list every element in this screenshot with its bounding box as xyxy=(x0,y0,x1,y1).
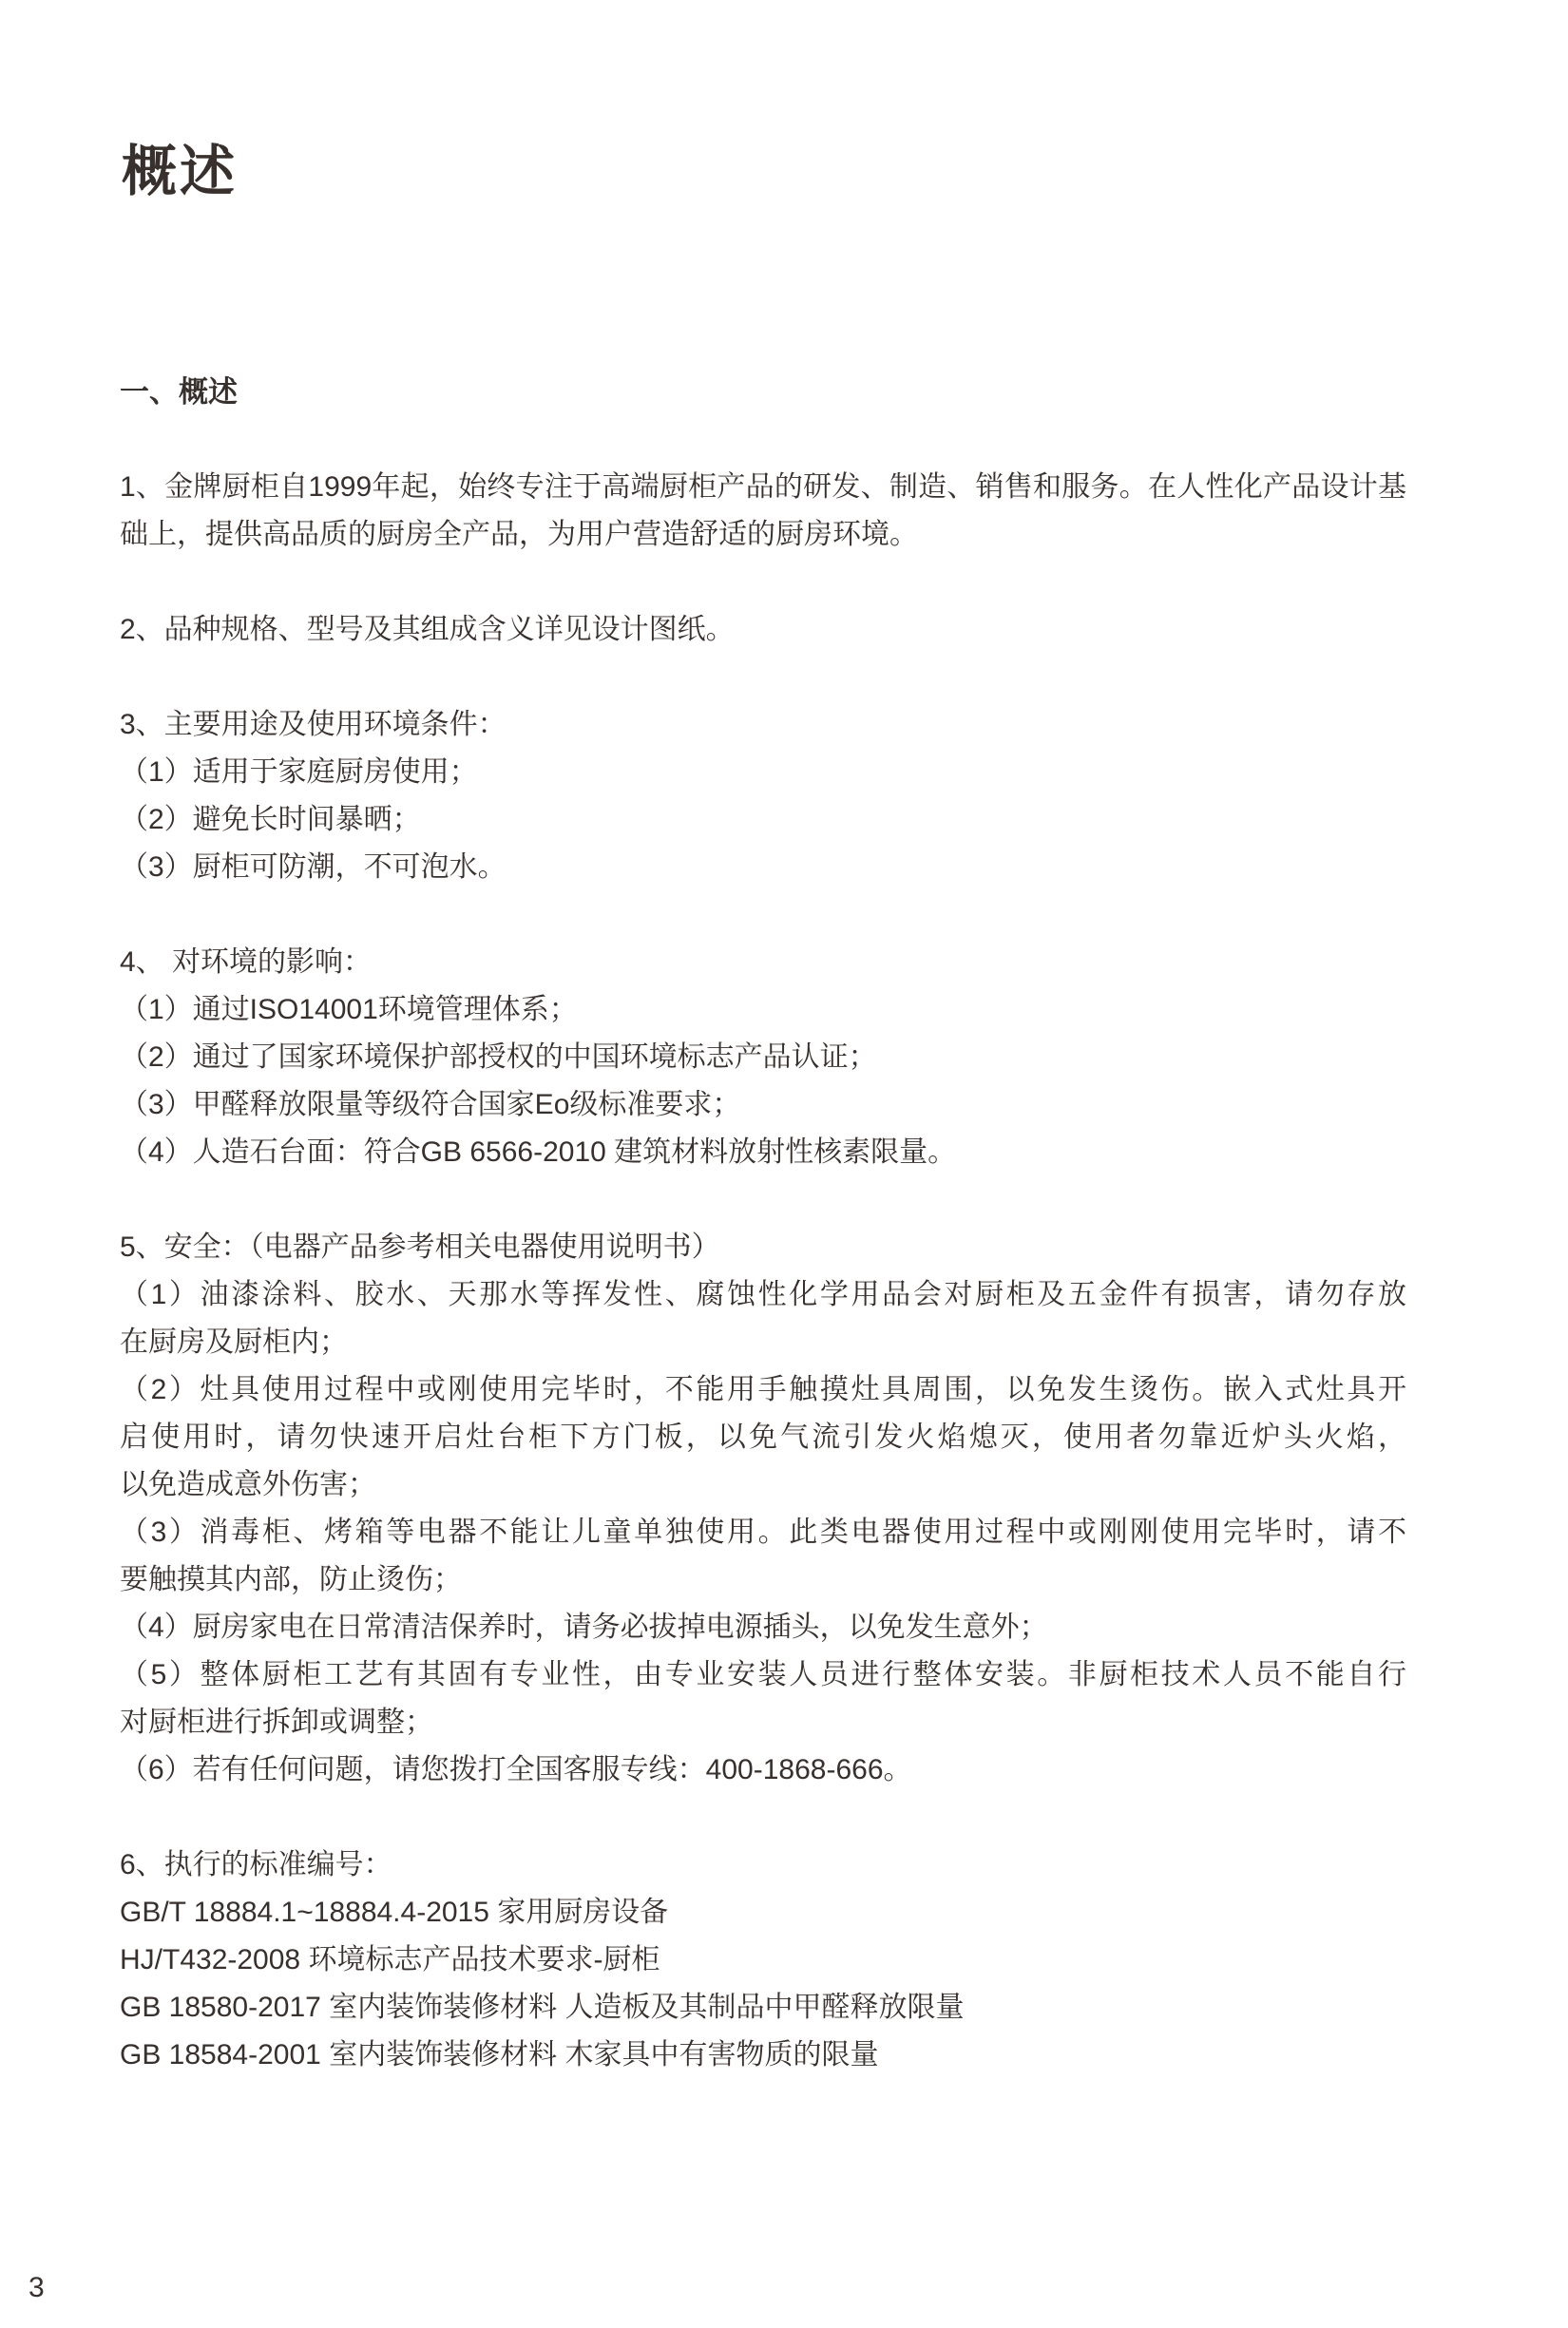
text-line: 对厨柜进行拆卸或调整； xyxy=(120,1707,433,1738)
text-line: GB 18584-2001 室内装饰装修材料 木家具中有害物质的限量 xyxy=(120,2039,879,2070)
paragraph-usage-conditions xyxy=(120,701,1406,891)
text-line: GB 18580-2017 室内装饰装修材料 人造板及其制品中甲醛释放限量 xyxy=(120,1992,965,2023)
text-line: 2、品种规格、型号及其组成含义详见设计图纸。 xyxy=(120,614,735,645)
paragraph-environment-impact xyxy=(120,939,1406,1176)
text-line: GB/T 18884.1~18884.4-2015 家用厨房设备 xyxy=(120,1897,669,1928)
text-line: 启使用时，请勿快速开启灶台柜下方门板，以免气流引发火焰熄灭，使用者勿靠近炉头火焰， xyxy=(120,1422,1406,1453)
text-line: （3）甲醛释放限量等级符合国家Eo级标准要求； xyxy=(120,1089,741,1120)
text-line: 础上，提供高品质的厨房全产品，为用户营造舒适的厨房环境。 xyxy=(120,519,918,550)
text-line: 以免造成意外伤害； xyxy=(120,1469,376,1500)
paragraph-safety xyxy=(120,1224,1406,1794)
text-line: 在厨房及厨柜内； xyxy=(120,1326,348,1358)
page-title: 概述 xyxy=(122,141,239,202)
text-line: 4、 对环境的影响： xyxy=(120,946,373,978)
text-line: （5）整体厨柜工艺有其固有专业性，由专业安装人员进行整体安装。非厨柜技术人员不能自行 xyxy=(120,1659,1406,1690)
text-line: （2）灶具使用过程中或刚使用完毕时，不能用手触摸灶具周围，以免发生烫伤。嵌入式灶具开 xyxy=(120,1374,1406,1405)
text-line: （6）若有任何问题，请您拨打全国客服专线：400-1868-666。 xyxy=(120,1754,912,1785)
text-line: 1、金牌厨柜自1999年起，始终专注于高端厨柜产品的研发、制造、销售和服务。在人性化产品设计基 xyxy=(120,471,1406,503)
text-line: （1）通过ISO14001环境管理体系； xyxy=(120,994,578,1025)
page-content xyxy=(120,369,1406,2127)
text-line: （3）厨柜可防潮，不可泡水。 xyxy=(120,851,507,883)
text-line: （4）人造石台面：符合GB 6566-2010 建筑材料放射性核素限量。 xyxy=(120,1136,957,1168)
text-line: 6、执行的标准编号： xyxy=(120,1849,392,1880)
text-line: （1）适用于家庭厨房使用； xyxy=(120,756,478,788)
text-line: HJ/T432-2008 环境标志产品技术要求-厨柜 xyxy=(120,1944,660,1975)
text-line: （2）通过了国家环境保护部授权的中国环境标志产品认证； xyxy=(120,1041,877,1073)
page-number: 3 xyxy=(29,2272,45,2303)
text-line: 3、主要用途及使用环境条件： xyxy=(120,709,507,740)
section-heading: 一、概述 xyxy=(120,375,238,409)
text-line: 5、安全：（电器产品参考相关电器使用说明书） xyxy=(120,1231,720,1263)
text-line: （4）厨房家电在日常清洁保养时，请务必拔掉电源插头，以免发生意外； xyxy=(120,1612,1048,1643)
paragraph-specs xyxy=(120,606,1406,654)
text-line: 要触摸其内部，防止烫伤； xyxy=(120,1564,462,1595)
paragraph-standards xyxy=(120,1841,1406,2079)
paragraph-intro xyxy=(120,464,1406,559)
text-line: （1）油漆涂料、胶水、天那水等挥发性、腐蚀性化学用品会对厨柜及五金件有损害，请勿存放 xyxy=(120,1279,1406,1310)
text-line: （3）消毒柜、烤箱等电器不能让儿童单独使用。此类电器使用过程中或刚刚使用完毕时，请不 xyxy=(120,1517,1406,1548)
text-line: （2）避免长时间暴晒； xyxy=(120,804,421,835)
